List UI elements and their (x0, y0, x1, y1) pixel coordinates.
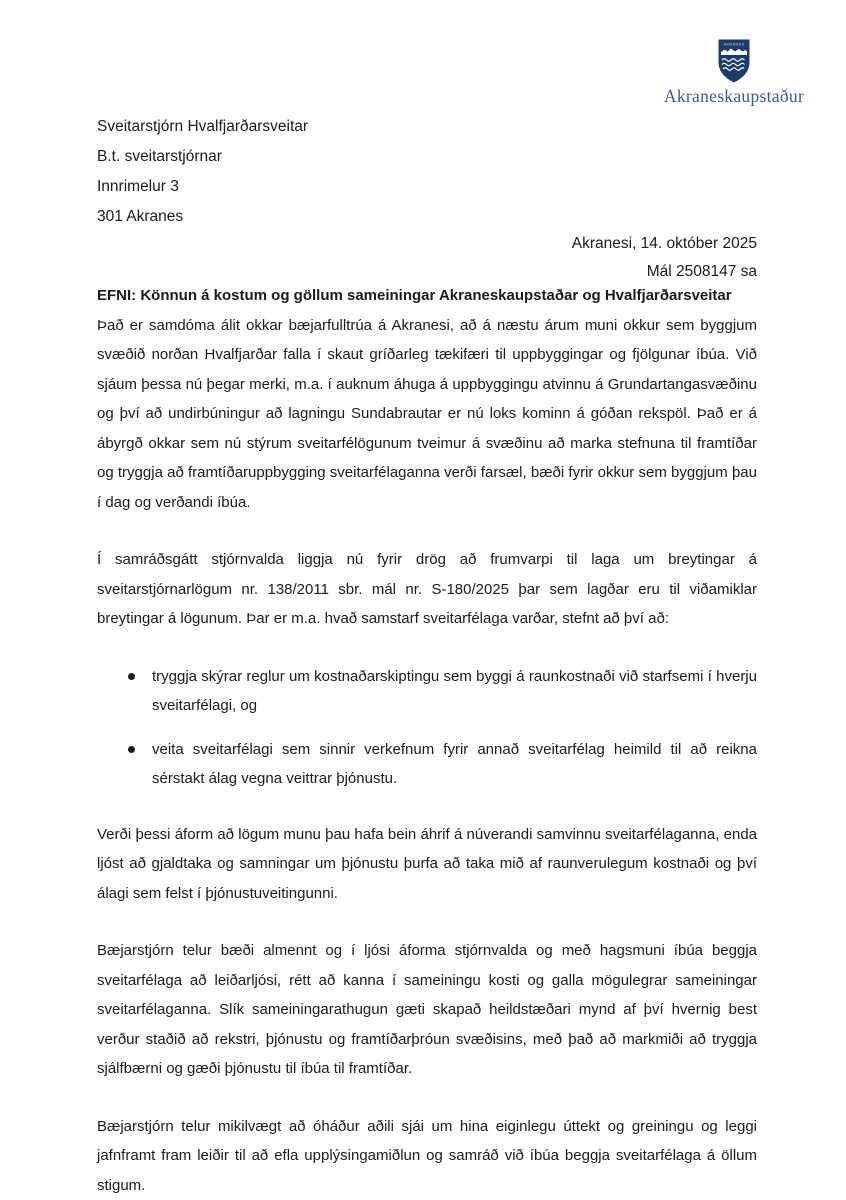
bullet-dot-icon (128, 746, 135, 753)
recipient-line: B.t. sveitarstjórnar (97, 148, 222, 165)
date-line: Akranesi, 14. október 2025 (571, 235, 757, 252)
bullet-dot-icon (128, 673, 135, 680)
recipient-block (97, 112, 308, 232)
case-number-line: Mál 2508147 sa (646, 263, 757, 280)
recipient-line: Sveitarstjórn Hvalfjarðarsveitar (97, 118, 309, 135)
bullet-text: veita sveitarfélagi sem sinnir verkefnum fyrir annað sveitarfélag heimild til að reikna sérstakt álag vegna veittrar þjónustu. (152, 740, 757, 787)
letter-meta (572, 230, 757, 286)
paragraph: Það er samdóma álit okkar bæjarfulltrúa á Akranesi, að á næstu árum muni okkur sem byggjum svæðið norðan Hvalfjarðar falla í skaut gríðarleg tækifæri til uppbyggingar og fjölgunar íbúa. Við sjáum þessa nú þegar merki, m.a. í auknum áhuga á uppbyggingu atvinnu á Grundartangasvæðinu og því að undirbúningur að lagningu Sundabrautar er nú loks kominn á góðan rekspöl. Það er á ábyrgð okkar sem nú stýrum sveitarfélögunum tveimur á svæðinu að marka stefnuna til framtíðar og tryggja að framtíðaruppbygging sveitarfélaganna verði farsæl, bæði fyrir okkur sem byggjum þau í dag og verðandi íbúa. (97, 316, 757, 511)
letter-body (97, 281, 757, 1200)
recipient-line: 301 Akranes (97, 208, 184, 225)
bullet-item (128, 662, 757, 721)
recipient-line: Innrimelur 3 (97, 178, 179, 195)
org-wordmark: Akraneskaupstaður (663, 86, 805, 106)
bullet-item (128, 735, 757, 794)
paragraph: Í samráðsgátt stjórnvalda liggja nú fyrir drög að frumvarpi til laga um breytingar á sveitarstjórnarlögum nr. 138/2011 sbr. mál nr. S-180/2025 þar sem lagðar eru til viðamiklar breytingar á lögunum. Þar er m.a. hvað samstarf sveitarfélaga varðar, stefnt að því að: (97, 551, 757, 627)
bullet-text: tryggja skýrar reglur um kostnaðarskiptingu sem byggi á raunkostnaði við starfsemi í hverju sveitarfélagi, og (152, 667, 757, 714)
paragraph: Verði þessi áform að lögum munu þau hafa bein áhrif á núverandi samvinnu sveitarfélaganna, enda ljóst að gjaldtaka og samningar um þjónustu þurfa að taka mið af raunverulegum kostnaði og því álagi sem felst í þjónustuveitingunni. (97, 825, 757, 902)
paragraph: Bæjarstjórn telur bæði almennt og í ljósi áforma stjórnvalda og með hagsmuni íbúa beggja sveitarfélaga að leiðarljósi, rétt að kanna í sameiningu kosti og galla mögulegrar sameiningar sveitarfélaganna. Slík sameiningarathugun gæti skapað heildstæðari mynd af því hvernig best verður staðið að rekstri, þjónustu og framtíðarþróun svæðisins, með það að markmiði að tryggja sjálfbærni og gæði þjónustu til íbúa til framtíðar. (97, 942, 757, 1077)
paragraph: Bæjarstjórn telur mikilvægt að óháður aðili sjái um hina eiginlegu úttekt og greiningu og leggi jafnframt fram leiðir til að efla upplýsingamiðlun og samráð við íbúa beggja sveitarfélaga á öllum stigum. (97, 1117, 757, 1194)
subject-line: EFNI: Könnun á kostum og göllum sameiningar Akraneskaupstaðar og Hvalfjarðarsveitar (97, 287, 732, 304)
bullet-list (97, 662, 757, 794)
akranes-crest-icon (717, 38, 751, 84)
crest-caption: AKRANES (723, 41, 745, 47)
logo (649, 38, 819, 107)
